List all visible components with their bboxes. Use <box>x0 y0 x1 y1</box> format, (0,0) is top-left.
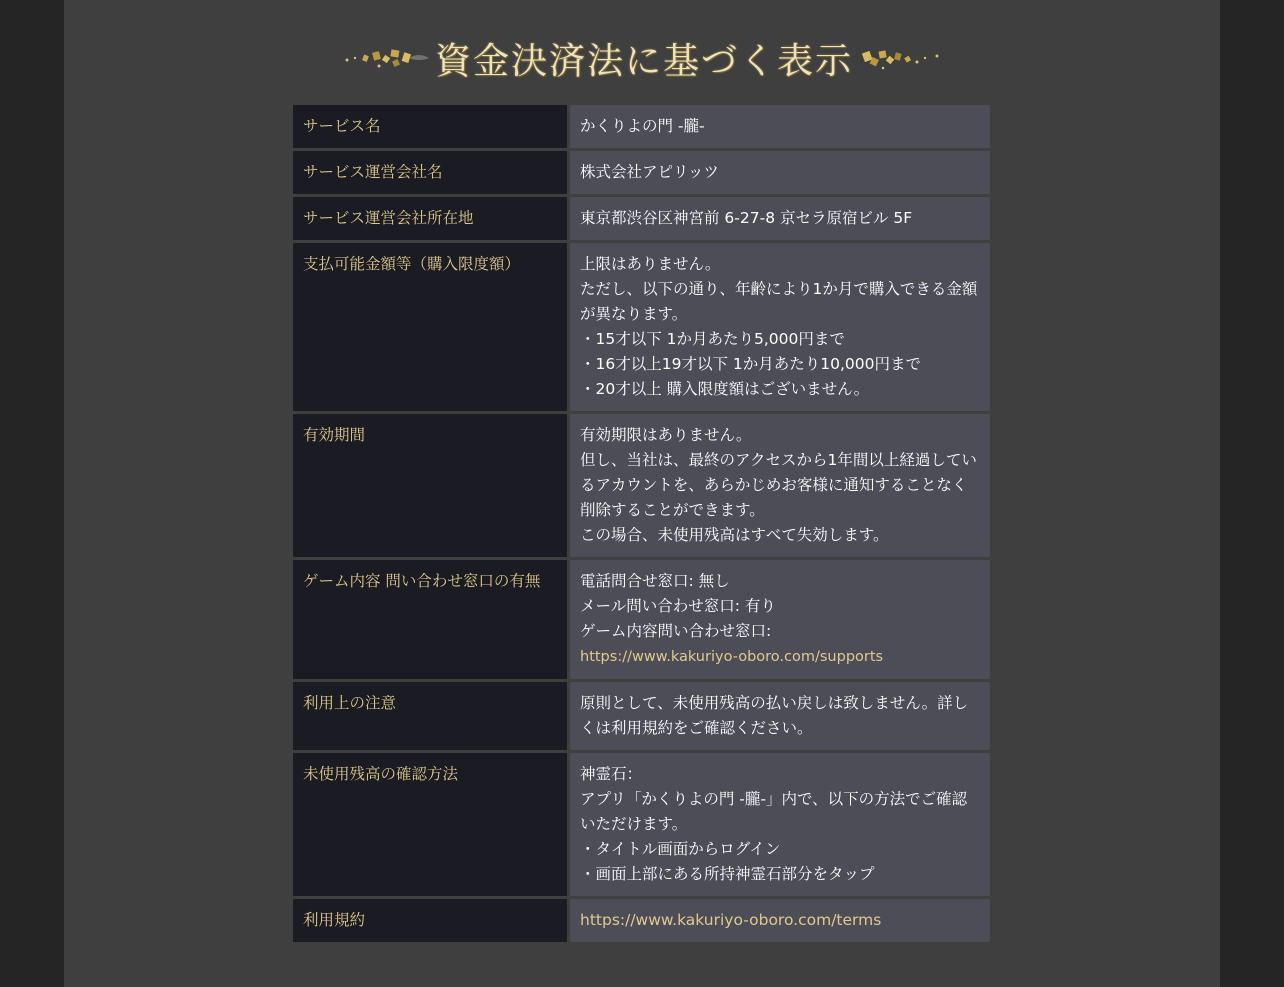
table-row-balance-check <box>293 753 990 896</box>
text-line: ・20才以上 購入限度額はございません。 <box>580 380 870 398</box>
row-label: ゲーム内容 問い合わせ窓口の有無 <box>293 560 570 679</box>
text-line: 上限はありません。 <box>580 255 721 273</box>
row-value: かくりよの門 -朧- <box>570 105 990 148</box>
section-heading <box>344 28 944 88</box>
row-value <box>570 753 990 896</box>
table-row-terms <box>293 899 990 942</box>
text-line: ・15才以下 1か月あたり5,000円まで <box>580 330 845 348</box>
text-line: 電話問合せ窓口: 無し <box>580 572 730 590</box>
page-container <box>64 0 1220 987</box>
text-line: ・タイトル画面からログイン <box>580 840 781 858</box>
table-row-payment-limit <box>293 243 990 411</box>
row-label: 未使用残高の確認方法 <box>293 753 570 896</box>
row-value: 東京都渋谷区神宮前 6-27-8 京セラ原宿ビル 5F <box>570 197 990 240</box>
row-label: サービス名 <box>293 105 570 148</box>
row-label: サービス運営会社所在地 <box>293 197 570 240</box>
table-row-validity-period <box>293 414 990 557</box>
support-link[interactable]: https://www.kakuriyo-oboro.com/supports <box>580 649 884 665</box>
row-value <box>570 414 990 557</box>
row-value <box>570 899 990 942</box>
row-value <box>570 243 990 411</box>
table-row-usage-notice <box>293 682 990 750</box>
gold-leaf-ornament-left-icon <box>343 38 429 78</box>
text-line: ゲーム内容問い合わせ窓口: <box>580 622 772 640</box>
text-line: 有効期限はありません。 <box>580 426 752 444</box>
terms-link[interactable]: https://www.kakuriyo-oboro.com/terms <box>580 911 882 929</box>
disclosure-table <box>293 102 990 945</box>
row-value <box>570 560 990 679</box>
text-line: この場合、未使用残高はすべて失効します。 <box>580 526 889 544</box>
table-row-company-name <box>293 151 990 194</box>
table-row-contact <box>293 560 990 679</box>
row-label: 利用規約 <box>293 899 570 942</box>
text-line: 神霊石： <box>580 765 643 783</box>
row-label: 利用上の注意 <box>293 682 570 750</box>
row-label: 有効期間 <box>293 414 570 557</box>
text-line: メール問い合わせ窓口: 有り <box>580 597 776 615</box>
text-line: ただし、以下の通り、年齢により1か月で購入できる金額が異なります。 <box>580 280 978 323</box>
row-value: 原則として、未使用残高の払い戻しは致しません。詳しくは利用規約をご確認ください。 <box>570 682 990 750</box>
text-line: アプリ「かくりよの門 -朧-」内で、以下の方法でご確認いただけます。 <box>580 790 968 833</box>
row-value: 株式会社アピリッツ <box>570 151 990 194</box>
gold-leaf-ornament-right-icon <box>859 38 945 78</box>
row-label: サービス運営会社名 <box>293 151 570 194</box>
table-row-company-address <box>293 197 990 240</box>
text-line: ・16才以上19才以下 1か月あたり10,000円まで <box>580 355 921 373</box>
text-line: 但し、当社は、最終のアクセスから1年間以上経過しているアカウントを、あらかじめお客様に通知することなく削除することができます。 <box>580 451 977 519</box>
text-line: ・画面上部にある所持神霊石部分をタップ <box>580 865 875 883</box>
row-label: 支払可能金額等（購入限度額） <box>293 243 570 411</box>
table-row-service-name <box>293 105 990 148</box>
page-title: 資金決済法に基づく表示 <box>435 40 854 82</box>
